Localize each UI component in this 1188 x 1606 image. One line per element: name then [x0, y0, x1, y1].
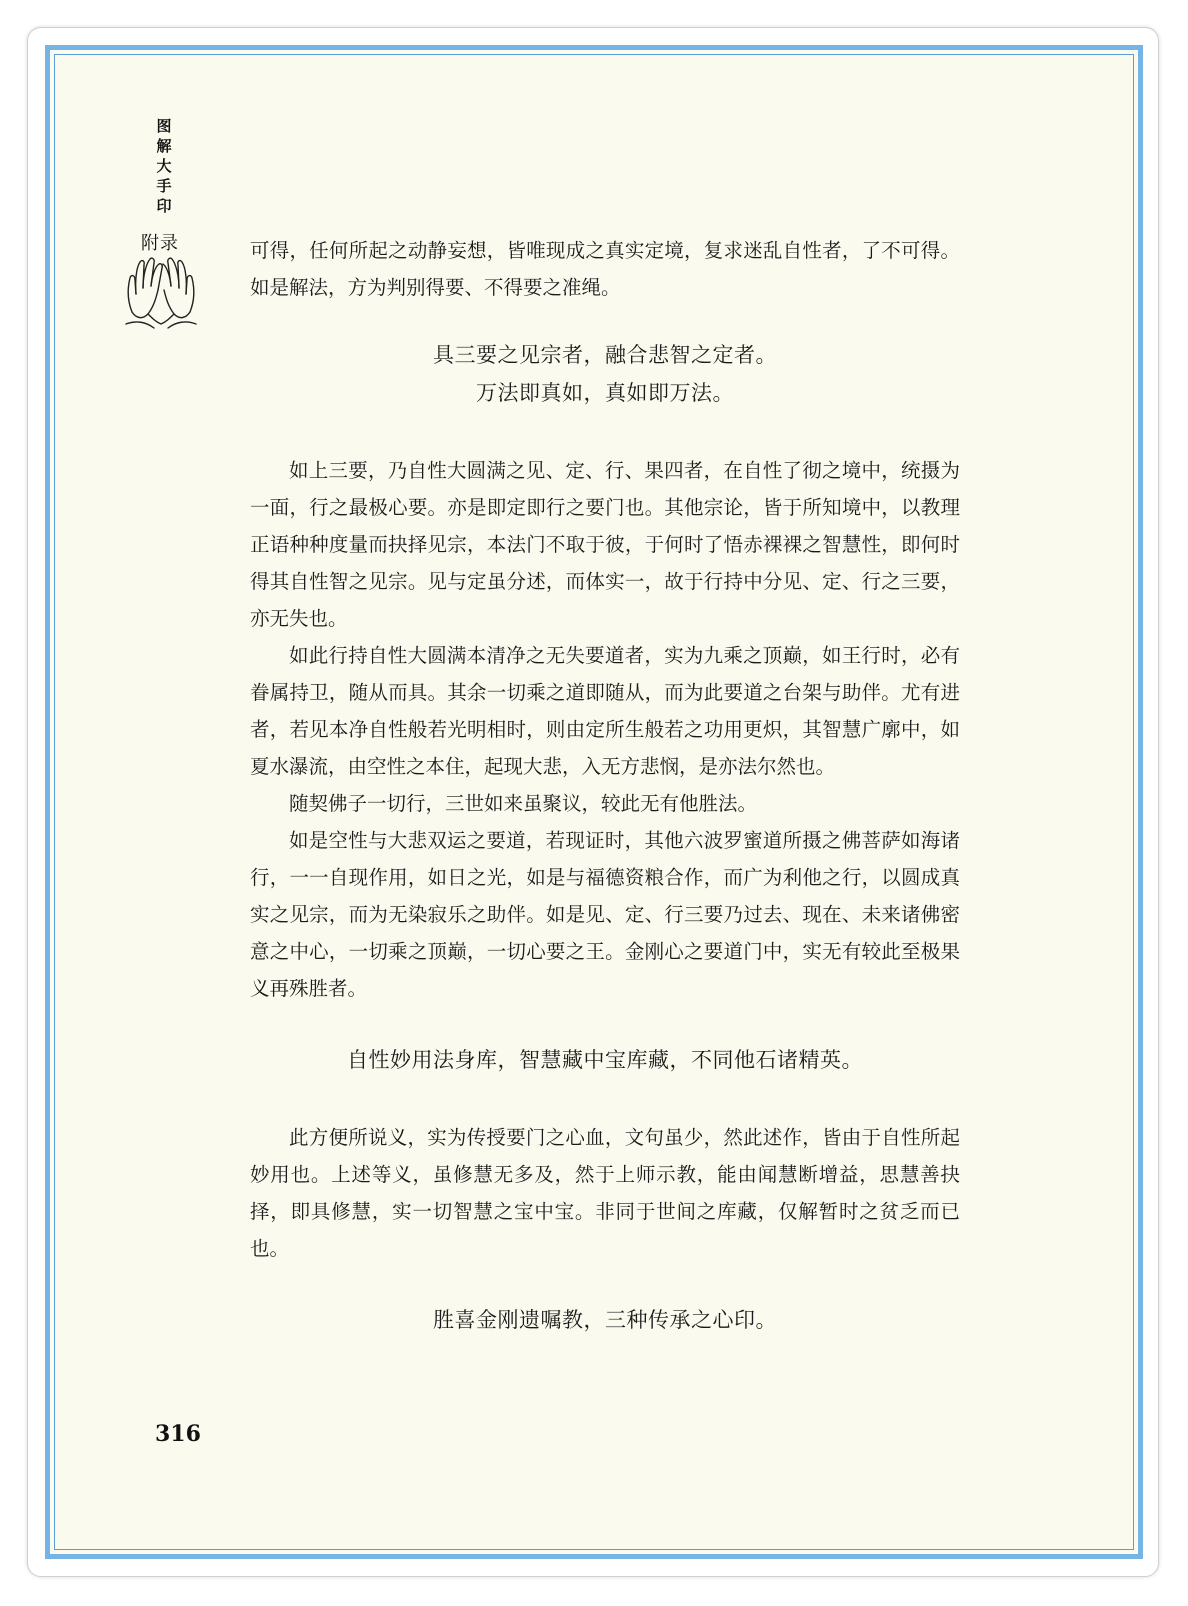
verse-line: 具三要之见宗者，融合悲智之定者。	[433, 343, 777, 367]
paragraph: 如是空性与大悲双运之要道，若现证时，其他六波罗蜜道所摄之佛菩萨如海诸行，一一自现作用，如日之光，如是与福德资粮合作，而广为利他之行，以圆成真实之见宗，而为无染寂乐之助伴。如是见、定、行三要乃过去、现在、未来诸佛密意之中心，一切乘之顶巅，一切心要之王。金刚心之要道门中，实无有较此至极果义再殊胜者。	[250, 829, 960, 1000]
book-series-title	[152, 116, 176, 216]
series-char: 解	[156, 137, 172, 155]
series-char: 手	[156, 177, 172, 195]
paragraph: 如此行持自性大圆满本清净之无失要道者，实为九乘之顶巅，如王行时，必有眷属持卫，随从而具。其余一切乘之道即随从，而为此要道之台架与助伴。尤有进者，若见本净自性般若光明相时，则由定所生般若之功用更炽，其智慧广廓中，如夏水瀑流，由空性之本住，起现大悲，入无方悲悯，是亦法尔然也。	[250, 644, 960, 778]
verse-line: 万法即真如，真如即万法。	[476, 381, 734, 405]
verse-line: 胜喜金刚遗嘱教，三种传承之心印。	[433, 1308, 777, 1332]
main-content	[250, 232, 960, 1339]
paragraph: 随契佛子一切行，三世如来虽聚议，较此无有他胜法。	[289, 792, 758, 815]
series-char: 图	[156, 117, 172, 135]
paragraph: 可得，任何所起之动静妄想，皆唯现成之真实定境，复求迷乱自性者，了不可得。如是解法，方为判别得要、不得要之准绳。	[250, 239, 960, 299]
series-char: 大	[156, 157, 172, 175]
paragraph: 如上三要，乃自性大圆满之见、定、行、果四者，在自性了彻之境中，统摄为一面，行之最极心要。亦是即定即行之要门也。其他宗论，皆于所知境中，以教理正语种种度量而抉择见宗，本法门不取于彼，于何时了悟赤裸裸之智慧性，即何时得其自性智之见宗。见与定虽分述，而体实一，故于行持中分见、定、行之三要，亦无失也。	[250, 459, 960, 630]
praying-hands-icon	[118, 254, 204, 332]
paragraph: 此方便所说义，实为传授要门之心血，文句虽少，然此述作，皆由于自性所起妙用也。上述等义，虽修慧无多及，然于上师示教，能由闻慧断增益，思慧善抉择，即具修慧，实一切智慧之宝中宝。非同于世间之库藏，仅解暂时之贫乏而已也。	[250, 1126, 960, 1260]
section-label: 附录	[141, 233, 179, 254]
series-char: 印	[156, 197, 172, 215]
verse-line: 自性妙用法身库，智慧藏中宝库藏，不同他石诸精英。	[347, 1048, 863, 1072]
page-number: 316	[155, 1421, 201, 1447]
